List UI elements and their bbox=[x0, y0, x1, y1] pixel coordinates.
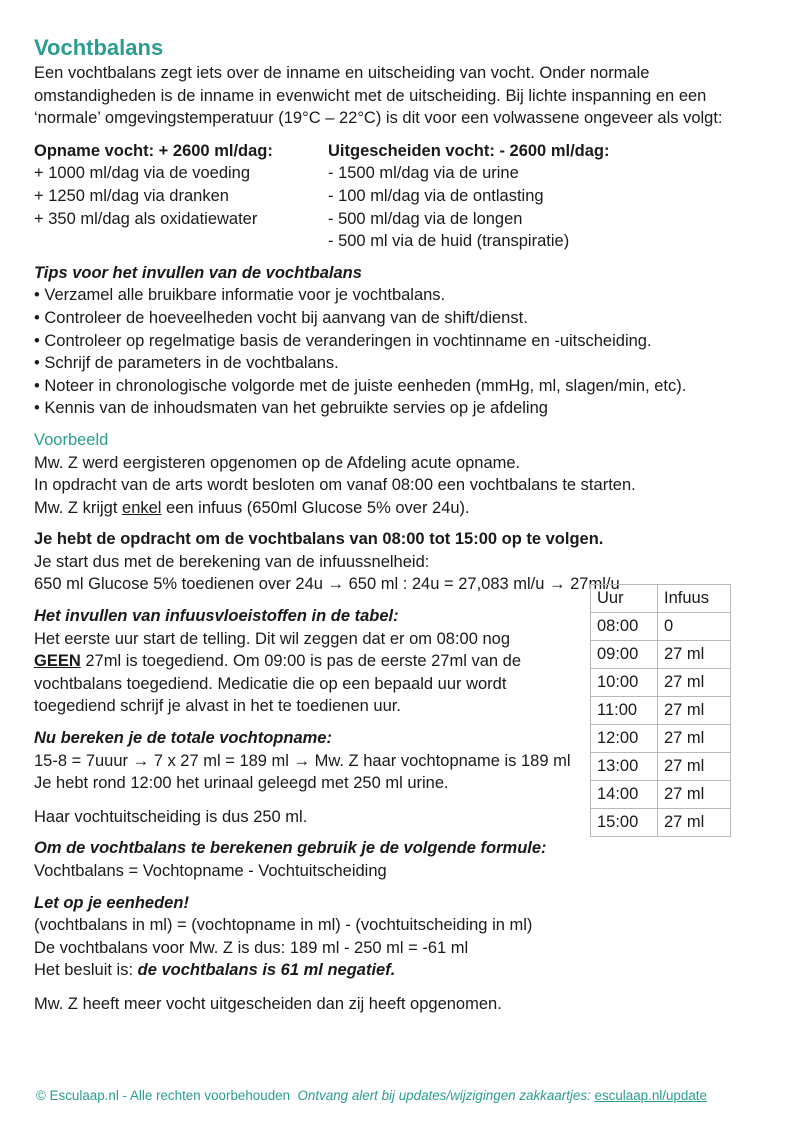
output-column bbox=[328, 140, 768, 253]
footer bbox=[36, 1086, 776, 1106]
infusion-cell: 27 ml bbox=[658, 669, 731, 697]
example-line: Mw. Z werd eergisteren opgenomen op de Afdeling acute opname. bbox=[34, 453, 521, 472]
table-row bbox=[591, 725, 731, 753]
intro-line: omstandigheden is de inname in evenwicht met de uitscheiding. Bij lichte inspanning en een bbox=[34, 86, 707, 105]
total-line: Je hebt rond 12:00 het urinaal geleegd met 250 ml urine. bbox=[34, 774, 449, 793]
underlined-word: enkel bbox=[122, 498, 162, 517]
units-line: De vochtbalans voor Mw. Z is dus: 189 ml - 250 ml = -61 ml bbox=[34, 938, 469, 957]
output-item: - 100 ml/dag via de ontlasting bbox=[328, 186, 544, 205]
tip-item: • Verzamel alle bruikbare informatie voor je vochtbalans. bbox=[34, 286, 446, 305]
units-heading: Let op je eenheden! bbox=[34, 893, 189, 912]
example-line: In opdracht van de arts wordt besloten om vanaf 08:00 een vochtbalans te starten. bbox=[34, 476, 636, 495]
intro-line: ‘normale’ omgevingstemperatuur (19°C – 22°C) is dit voor een volwassene ongeveer als volgt: bbox=[34, 109, 723, 128]
formula-heading: Om de vochtbalans te berekenen gebruik je de volgende formule: bbox=[34, 839, 547, 858]
intake-item: + 350 ml/dag als oxidatiewater bbox=[34, 209, 258, 228]
total-line: Haar vochtuitscheiding is dus 250 ml. bbox=[34, 807, 308, 826]
task-heading: Je hebt de opdracht om de vochtbalans van 08:00 tot 15:00 op te volgen. bbox=[34, 530, 604, 549]
table-row bbox=[591, 753, 731, 781]
time-cell: 10:00 bbox=[591, 669, 658, 697]
total-line: 15-8 = 7uuur → 7 x 27 ml = 189 ml → Mw. Z haar vochtopname is 189 ml bbox=[34, 751, 571, 770]
intro-line: Een vochtbalans zegt iets over de inname en uitscheiding van vocht. Onder normale bbox=[34, 64, 650, 82]
output-item: - 500 ml via de huid (transpiratie) bbox=[328, 232, 570, 251]
table-row bbox=[591, 641, 731, 669]
page-title: Vochtbalans bbox=[34, 35, 164, 60]
task-calculation: 650 ml Glucose 5% toedienen over 24u → 650 ml : 24u = 27,083 ml/u → 27ml/u bbox=[34, 575, 620, 594]
fill-heading: Het invullen van infuusvloeistoffen in de tabel: bbox=[34, 607, 399, 626]
fill-section bbox=[34, 605, 624, 718]
geen-emphasis: GEEN bbox=[34, 652, 81, 671]
alert-text: Ontvang alert bij updates/wijzigingen zakkaartjes: bbox=[297, 1088, 591, 1103]
table-row bbox=[591, 809, 731, 837]
units-line: (vochtbalans in ml) = (vochtopname in ml) - (vochtuitscheiding in ml) bbox=[34, 916, 533, 935]
tip-item: • Controleer de hoeveelheden vocht bij aanvang van de shift/dienst. bbox=[34, 308, 528, 327]
time-cell: 12:00 bbox=[591, 725, 658, 753]
intake-item: + 1000 ml/dag via de voeding bbox=[34, 164, 251, 183]
time-cell: 14:00 bbox=[591, 781, 658, 809]
fill-line: GEEN 27ml is toegediend. Om 09:00 is pas de eerste 27ml van de bbox=[34, 652, 522, 671]
formula-line: Vochtbalans = Vochtopname - Vochtuitscheiding bbox=[34, 862, 387, 880]
infusion-cell: 0 bbox=[658, 613, 731, 641]
document bbox=[34, 34, 774, 1016]
time-cell: 09:00 bbox=[591, 641, 658, 669]
fill-line: vochtbalans toegediend. Medicatie die op een bepaald uur wordt bbox=[34, 674, 507, 693]
example-line: Mw. Z krijgt enkel een infuus (650ml Glucose 5% over 24u). bbox=[34, 498, 470, 517]
intake-column bbox=[34, 140, 328, 253]
intake-item: + 1250 ml/dag via dranken bbox=[34, 186, 229, 205]
infusion-cell: 27 ml bbox=[658, 753, 731, 781]
conclusion: Mw. Z heeft meer vocht uitgescheiden dan zij heeft opgenomen. bbox=[34, 994, 502, 1013]
infusion-cell: 27 ml bbox=[658, 641, 731, 669]
tip-item: • Schrijf de parameters in de vochtbalans. bbox=[34, 354, 339, 373]
time-cell: 11:00 bbox=[591, 697, 658, 725]
tip-item: • Controleer op regelmatige basis de veranderingen in vochtinname en -uitscheiding. bbox=[34, 331, 652, 350]
fill-line: Het eerste uur start de telling. Dit wil zeggen dat er om 08:00 nog bbox=[34, 629, 511, 648]
example-section bbox=[34, 429, 774, 519]
time-cell: 13:00 bbox=[591, 753, 658, 781]
units-line: Het besluit is: de vochtbalans is 61 ml negatief. bbox=[34, 961, 396, 980]
column-header-infuus: Infuus bbox=[658, 585, 731, 613]
task-line: Je start dus met de berekening van de infuussnelheid: bbox=[34, 552, 430, 571]
infusion-cell: 27 ml bbox=[658, 809, 731, 837]
tips-section bbox=[34, 262, 774, 420]
conclusion-emphasis: de vochtbalans is 61 ml negatief. bbox=[137, 961, 396, 980]
table-row bbox=[591, 613, 731, 641]
time-cell: 08:00 bbox=[591, 613, 658, 641]
intake-output-columns bbox=[34, 140, 774, 253]
intake-heading: Opname vocht: + 2600 ml/dag: bbox=[34, 141, 273, 160]
table-row bbox=[591, 669, 731, 697]
formula-section bbox=[34, 837, 774, 882]
infusion-cell: 27 ml bbox=[658, 781, 731, 809]
update-link[interactable]: esculaap.nl/update bbox=[594, 1088, 707, 1103]
infusion-cell: 27 ml bbox=[658, 725, 731, 753]
table-row bbox=[591, 781, 731, 809]
time-cell: 15:00 bbox=[591, 809, 658, 837]
output-item: - 500 ml/dag via de longen bbox=[328, 209, 523, 228]
tip-item: • Kennis van de inhoudsmaten van het gebruikte servies op je afdeling bbox=[34, 399, 548, 418]
table-header-row bbox=[591, 585, 731, 613]
copyright: © Esculaap.nl - Alle rechten voorbehouden bbox=[36, 1088, 291, 1103]
fill-line: toegediend schrijf je alvast in het te toedienen uur. bbox=[34, 697, 401, 716]
tip-item: • Noteer in chronologische volgorde met de juiste eenheden (mmHg, ml, slagen/min, etc). bbox=[34, 376, 687, 395]
infusion-cell: 27 ml bbox=[658, 697, 731, 725]
total-heading: Nu bereken je de totale vochtopname: bbox=[34, 729, 332, 748]
output-item: - 1500 ml/dag via de urine bbox=[328, 164, 519, 183]
tips-heading: Tips voor het invullen van de vochtbalans bbox=[34, 263, 362, 282]
units-section bbox=[34, 892, 774, 982]
output-heading: Uitgescheiden vocht: - 2600 ml/dag: bbox=[328, 141, 610, 160]
table-row bbox=[591, 697, 731, 725]
infusion-table bbox=[590, 584, 731, 837]
example-label: Voorbeeld bbox=[34, 430, 109, 449]
column-header-uur: Uur bbox=[591, 585, 658, 613]
